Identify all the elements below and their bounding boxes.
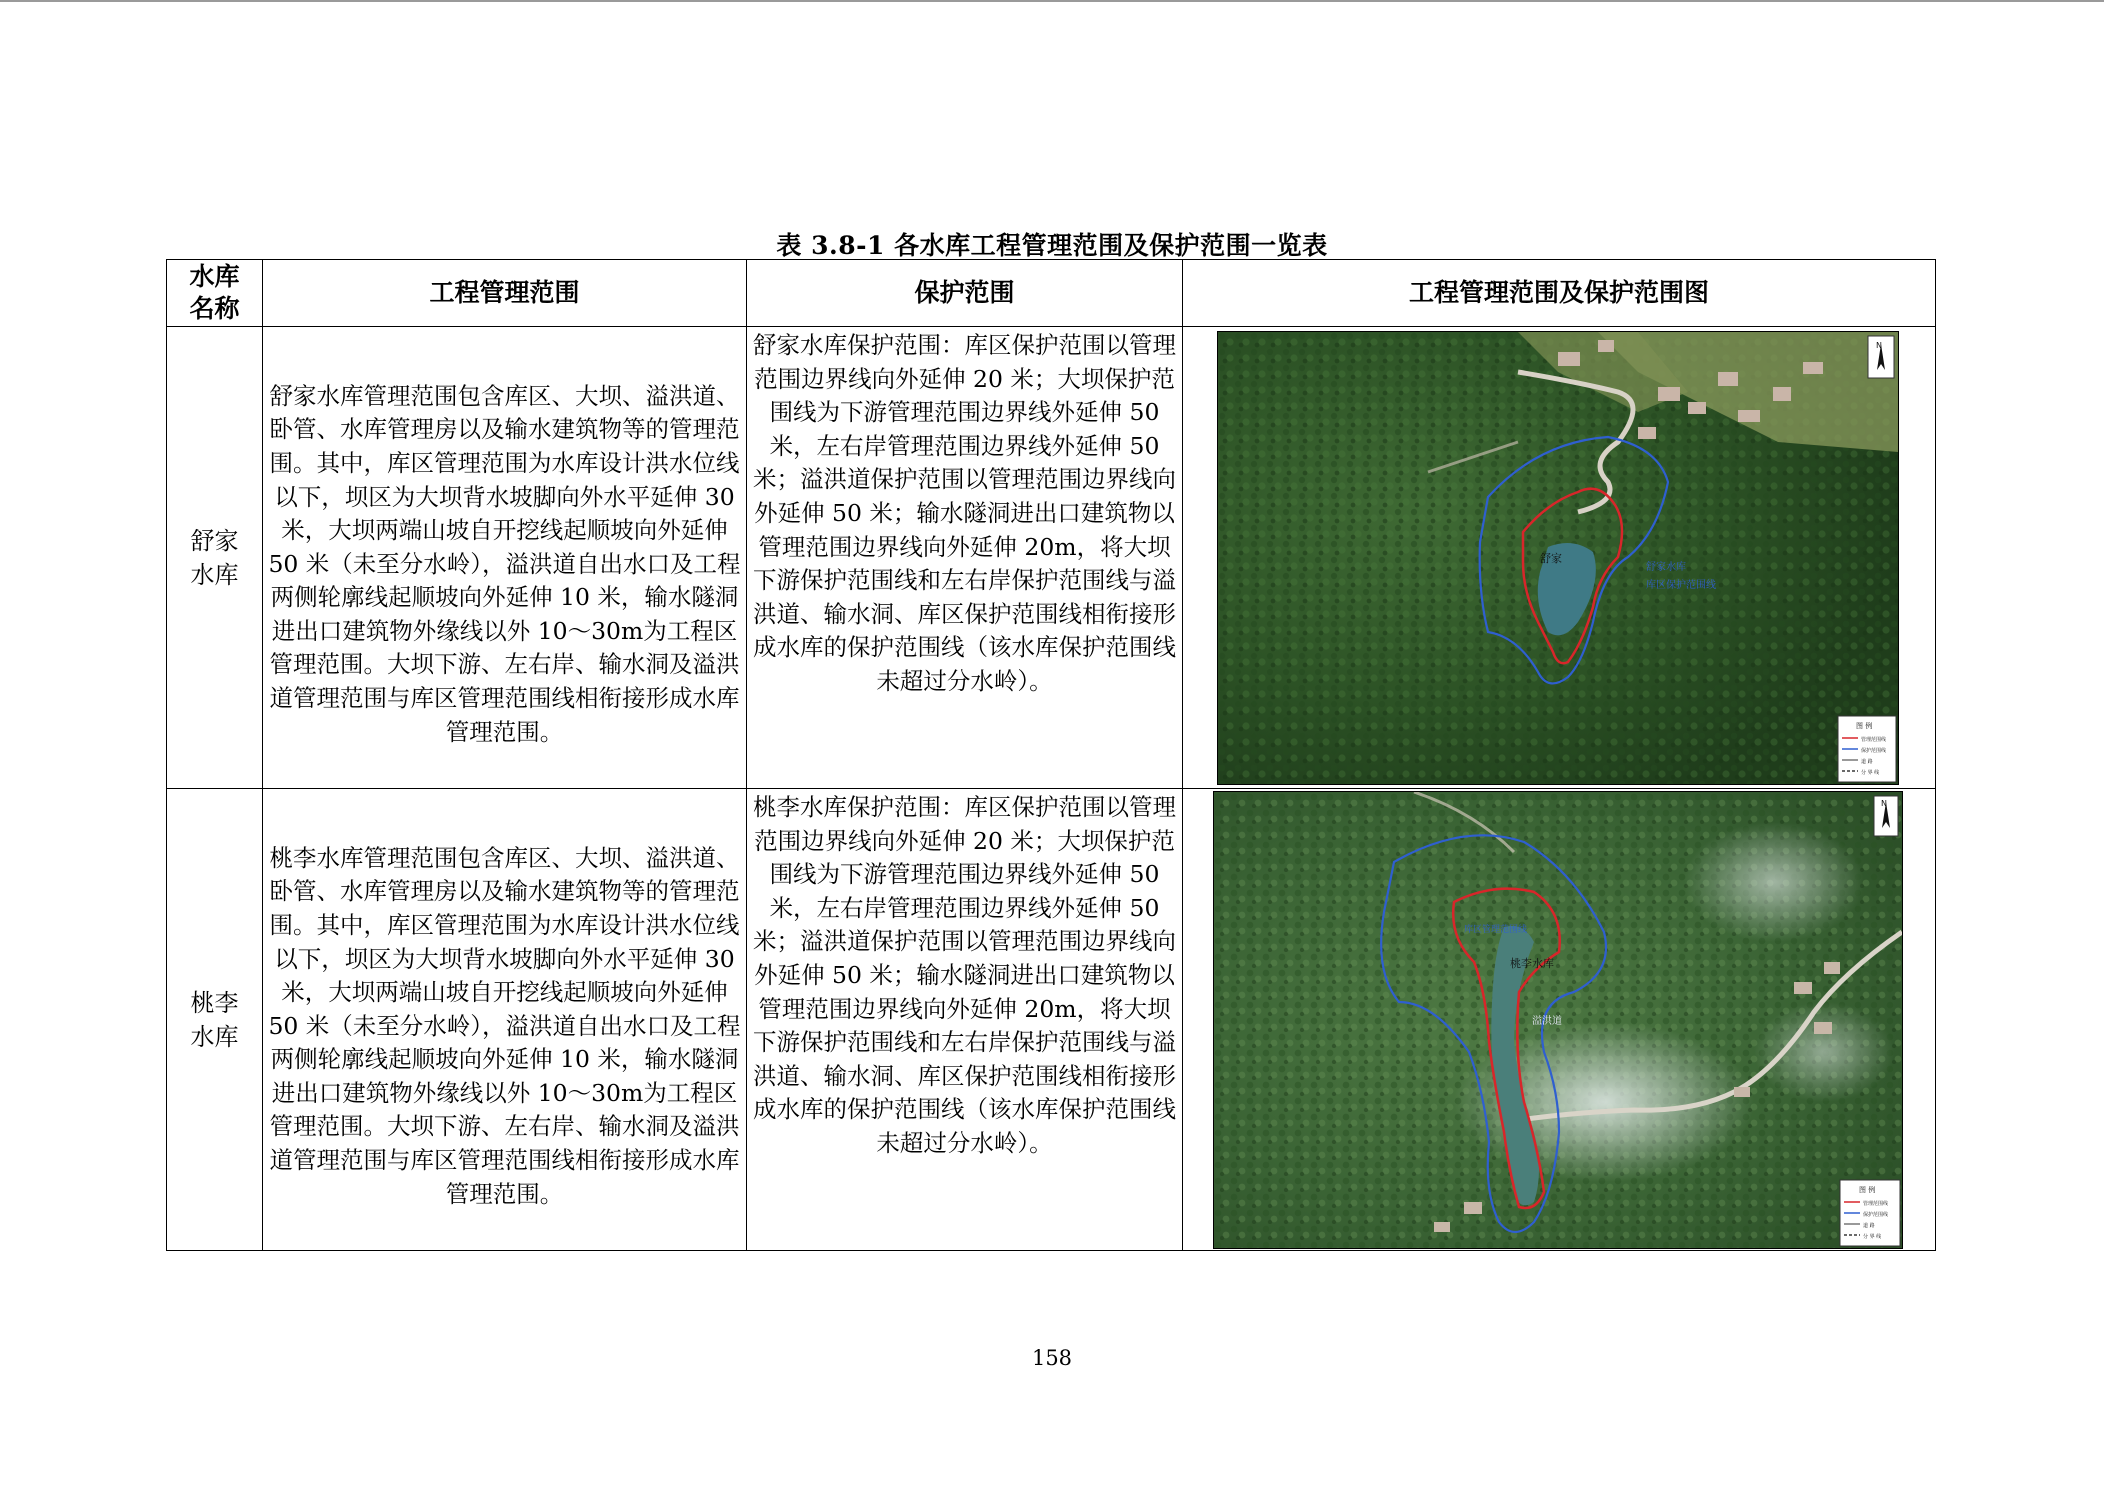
map-legend [1838, 716, 1896, 782]
svg-text:保护范围线: 保护范围线 [1863, 1212, 1889, 1218]
range-map-cell [1183, 789, 1936, 1251]
table-title: 表 3.8-1 各水库工程管理范围及保护范围一览表 [776, 231, 1328, 260]
header-reservoir-name: 水库 名称 [167, 260, 263, 327]
management-range-cell: 桃李水库管理范围包含库区、大坝、溢洪道、卧管、水库管理房以及输水建筑物等的管理范围。其中，库区管理范围为水库设计洪水位线以下，坝区为大坝背水坡脚向外水平延伸 30 米，大坝两端山坡自开挖线起顺坡向外延伸 50 米（未至分水岭），溢洪道自出水口及工程两侧轮廓线起顺坡向外延伸 10 米，输水隧洞进出口建筑物外缘线以外 10～30m为工程区管理范围。大坝下游、左右岸、输水洞及溢洪道管理范围与库区管理范围线相衔接形成水库管理范围。 [263, 789, 747, 1251]
shujia-satellite-map [1217, 331, 1899, 785]
svg-text:分 界 线: 分 界 线 [1863, 1234, 1882, 1240]
reservoir-range-table [166, 259, 1936, 1251]
svg-text:N: N [1876, 341, 1882, 350]
svg-text:道 路: 道 路 [1861, 759, 1873, 765]
protection-range-cell: 舒家水库保护范围：库区保护范围以管理范围边界线向外延伸 20 米；大坝保护范围线为下游管理范围边界线外延伸 50 米，左右岸管理范围边界线外延伸 50 米；溢洪道保护范围以管理范围边界线向外延伸 50 米；输水隧洞进出口建筑物以管理范围边界线向外延伸 20m，将大坝下游保护范围线和左右岸保护范围线与溢洪道、输水洞、库区保护范围线相衔接形成水库的保护范围线（该水库保护范围线未超过分水岭）。 [747, 327, 1183, 789]
header-protection-range: 保护范围 [747, 260, 1183, 327]
taoli-map-image [1214, 792, 1902, 1248]
header-management-range: 工程管理范围 [263, 260, 747, 327]
svg-text:库区管理范围线: 库区管理范围线 [1464, 925, 1528, 935]
taoli-satellite-map [1213, 791, 1903, 1249]
svg-text:库区保护范围线: 库区保护范围线 [1646, 580, 1716, 591]
svg-text:N: N [1881, 799, 1887, 808]
table-row [167, 789, 1936, 1251]
management-range-cell: 舒家水库管理范围包含库区、大坝、溢洪道、卧管、水库管理房以及输水建筑物等的管理范围。其中，库区管理范围为水库设计洪水位线以下，坝区为大坝背水坡脚向外水平延伸 30 米，大坝两端山坡自开挖线起顺坡向外延伸 50 米（未至分水岭），溢洪道自出水口及工程两侧轮廓线起顺坡向外延伸 10 米，输水隧洞进出口建筑物外缘线以外 10～30m为工程区管理范围。大坝下游、左右岸、输水洞及溢洪道管理范围与库区管理范围线相衔接形成水库管理范围。 [263, 327, 747, 789]
map-legend [1840, 1180, 1900, 1246]
page-top-rule [0, 0, 2104, 2]
svg-text:舒家水库: 舒家水库 [1646, 562, 1686, 573]
svg-text:保护范围线: 保护范围线 [1861, 748, 1887, 754]
header-range-map: 工程管理范围及保护范围图 [1183, 260, 1936, 327]
table-row [167, 327, 1936, 789]
range-map-cell [1183, 327, 1936, 789]
reservoir-name-cell: 舒家 水库 [167, 327, 263, 789]
reservoir-name-cell: 桃李 水库 [167, 789, 263, 1251]
svg-text:舒家: 舒家 [1540, 552, 1562, 565]
protection-range-cell: 桃李水库保护范围：库区保护范围以管理范围边界线向外延伸 20 米；大坝保护范围线为下游管理范围边界线外延伸 50 米，左右岸管理范围边界线外延伸 50 米；溢洪道保护范围以管理范围边界线向外延伸 50 米；输水隧洞进出口建筑物以管理范围边界线向外延伸 20m，将大坝下游保护范围线和左右岸保护范围线与溢洪道、输水洞、库区保护范围线相衔接形成水库的保护范围线（该水库保护范围线未超过分水岭）。 [747, 789, 1183, 1251]
svg-text:桃李水库: 桃李水库 [1510, 957, 1554, 970]
page-number: 158 [1031, 1346, 1073, 1370]
svg-text:分 界 线: 分 界 线 [1861, 770, 1880, 776]
shujia-map-image [1218, 332, 1898, 784]
svg-text:管理范围线: 管理范围线 [1863, 1201, 1889, 1207]
north-arrow-icon [1874, 796, 1898, 836]
svg-text:道 路: 道 路 [1863, 1223, 1875, 1229]
north-arrow-icon [1868, 336, 1894, 378]
svg-text:图 例: 图 例 [1856, 722, 1873, 730]
svg-text:图 例: 图 例 [1859, 1186, 1876, 1194]
svg-text:管理范围线: 管理范围线 [1861, 737, 1887, 743]
table-header-row [167, 260, 1936, 327]
svg-text:溢洪道: 溢洪道 [1532, 1016, 1562, 1027]
